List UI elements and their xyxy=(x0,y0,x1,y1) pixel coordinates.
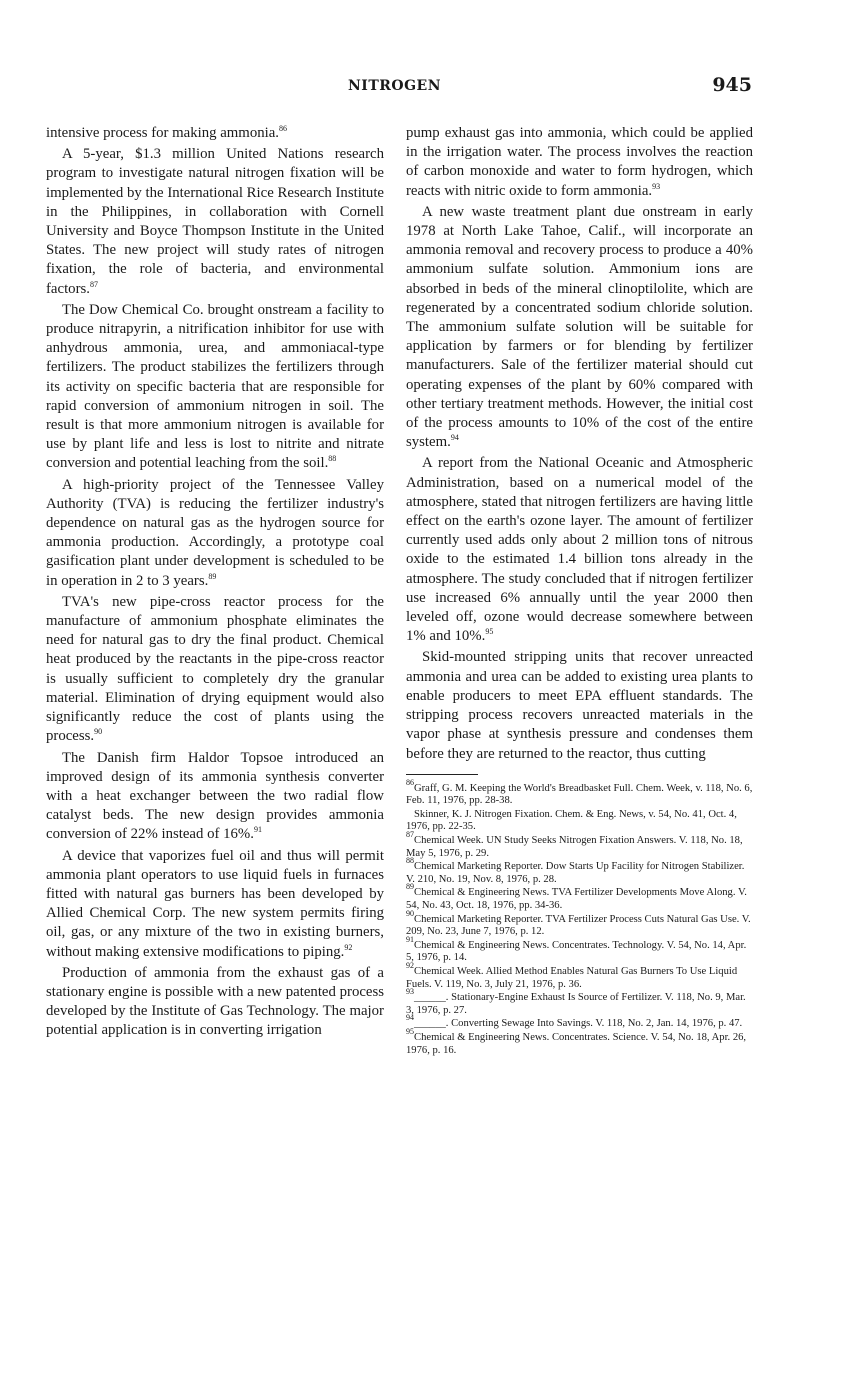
footnote: $^{86}$Graff, G. M. Keeping the World's Breadbasket Full. Chem. Week, v. 118, No. 6, Feb. 11, 1976, pp. 28-38. xyxy=(406,777,753,807)
footnote: $^{92}$Chemical Week. Allied Method Enables Natural Gas Burners To Use Liquid Fuels. V. 119, No. 3, July 21, 1976, p. 36. xyxy=(406,961,738,990)
paragraph: Skid-mounted stripping units that recover unreacted ammonia and urea can be added to existing urea plants to enable producers to meet EPA effluent standards. The stripping process recovers unreacted materials in the vapor phase at synthesis pressure and condenses them before they are returned to the reactor, thus cutting xyxy=(406,649,753,762)
footnote: $^{94}$______. Converting Sewage Into Savings. V. 118, No. 2, Jan. 14, 1976, p. 47. xyxy=(406,1013,743,1030)
paragraph: A device that vaporizes fuel oil and thus will permit ammonia plant operators to use liquid fuels in furnaces fitted with natural gas burners has been developed by Allied Chemical Corp. The new system permits firing oil, gas, or any mixture of the two in existing burners, without making extensive modifications to piping.$^{92}$ xyxy=(46,847,384,960)
paragraph: A high-priority project of the Tennessee Valley Authority (TVA) is reducing the fertilizer industry's dependence on natural gas as the hydrogen source for ammonia production. Accordingly, a prototype coal gasification plant under development is scheduled to be in operation in 2 to 3 years.$^{89}$ xyxy=(46,476,384,589)
right-column xyxy=(406,124,753,1058)
paragraph: Production of ammonia from the exhaust gas of a stationary engine is possible with a new patented process developed by the Institute of Gas Technology. The major potential application is in converting irrigation xyxy=(46,964,384,1039)
page-number: 945 xyxy=(712,74,752,96)
footnote: $^{95}$Chemical & Engineering News. Concentrates. Science. V. 54, No. 18, Apr. 26, 1976, p. 16. xyxy=(406,1026,747,1056)
paragraph: A new waste treatment plant due onstream in early 1978 at North Lake Tahoe, Calif., will incorporate an ammonia removal and recovery process to produce a 40% ammonium sulfate solution. Ammonium ions are absorbed in beds of the mineral clinoptilolite, which are regenerated by a concentrated sodium chloride solution. The ammonium sulfate solution will be suitable for application by farmers or for blending by fertilizer manufacturers. Sale of the fertilizer material should cut operating expenses of the plant by 60% compared with other tertiary treatment methods. However, the initial cost of the process amounts to 10% of the cost of the entire system.$^{94}$ xyxy=(406,203,753,451)
footnote: $^{89}$Chemical & Engineering News. TVA Fertilizer Developments Move Along. V. 54, No. 43, Oct. 18, 1976, pp. 34-36. xyxy=(406,882,747,912)
paragraph: intensive process for making ammonia.$^{86}$ xyxy=(46,124,287,141)
paragraph: TVA's new pipe-cross reactor process for the manufacture of ammonium phosphate eliminates the need for natural gas to dry the final product. Chemical heat produced by the reactants in the pipe-cross reactor is usually sufficient to completely dry the granular material. Elimination of drying equipment would also significantly reduce the cost of plants using the process.$^{90}$ xyxy=(46,593,384,745)
paragraph: The Dow Chemical Co. brought onstream a facility to produce nitrapyrin, a nitrification inhibitor for use with anhydrous ammonia, urea, and ammoniacal-type fertilizers. The product stabilizes the fertilizers through its activity on specific bacteria that are responsible for rapid conversion of ammonium nitrogen in soil. The result is that more ammonium nitrogen is available for use by plant life and less is lost to nitrite and nitrate conversion and potential leaching from the soil.$^{88}$ xyxy=(46,301,384,472)
paragraph: A report from the National Oceanic and Atmospheric Administration, based on a numerical model of the atmosphere, stated that nitrogen fertilizers are having little effect on the earth's ozone layer. The amount of fertilizer currently used adds only about 2 million tons of nitrous oxide to the estimated 1.4 billion tons already in the atmosphere. The study concluded that if nitrogen fertilizer use increased 6% annually until the year 2000 then leveled off, ozone would decrease somewhere between 1% and 10%.$^{95}$ xyxy=(406,455,753,645)
paragraph: A 5-year, $1.3 million United Nations research program to investigate natural nitrogen fixation will be implemented by the International Rice Research Institute in the Philippines, in collaboration with Cornell University and Boyce Thompson Institute in the United States. The new project will study rates of nitrogen fixation, the role of bacteria, and environmental factors.$^{87}$ xyxy=(46,146,384,297)
footnote: $^{91}$Chemical & Engineering News. Concentrates. Technology. V. 54, No. 14, Apr. 5, 1976, p. 14. xyxy=(406,934,747,964)
footnote-divider xyxy=(406,774,478,775)
footnote: $^{87}$Chemical Week. UN Study Seeks Nitrogen Fixation Answers. V. 118, No. 18, May 5, 1976, p. 29. xyxy=(406,830,743,859)
paragraph: pump exhaust gas into ammonia, which could be applied in the irrigation water. The process involves the reaction of carbon monoxide and water to form hydrogen, which reacts with nitric oxide to form ammonia.$^{93}$ xyxy=(406,125,753,199)
page-header xyxy=(48,74,752,102)
footnote: $^{88}$Chemical Marketing Reporter. Dow Starts Up Facility for Nitrogen Stabilizer. V. 210, No. 19, Nov. 8, 1976, p. 28. xyxy=(406,856,745,885)
footnote: Skinner, K. J. Nitrogen Fixation. Chem. & Eng. News, v. 54, No. 41, Oct. 4, 1976, pp. 22-35. xyxy=(406,808,737,833)
footnote: $^{90}$Chemical Marketing Reporter. TVA Fertilizer Process Cuts Natural Gas Use. V. 209, No. 23, June 7, 1976, p. 12. xyxy=(406,908,751,938)
running-head: NITROGEN xyxy=(348,78,442,94)
paragraph: The Danish firm Haldor Topsoe introduced an improved design of its ammonia synthesis converter with a heat exchanger between the two radial flow catalyst beds. The new design provides ammonia conversion of 22% instead of 16%.$^{91}$ xyxy=(46,749,384,843)
footnote: $^{93}$______. Stationary-Engine Exhaust Is Source of Fertilizer. V. 118, No. 9, Mar. 3, 1976, p. 27. xyxy=(406,987,746,1016)
left-column xyxy=(46,124,384,1043)
footnotes xyxy=(406,777,753,1057)
